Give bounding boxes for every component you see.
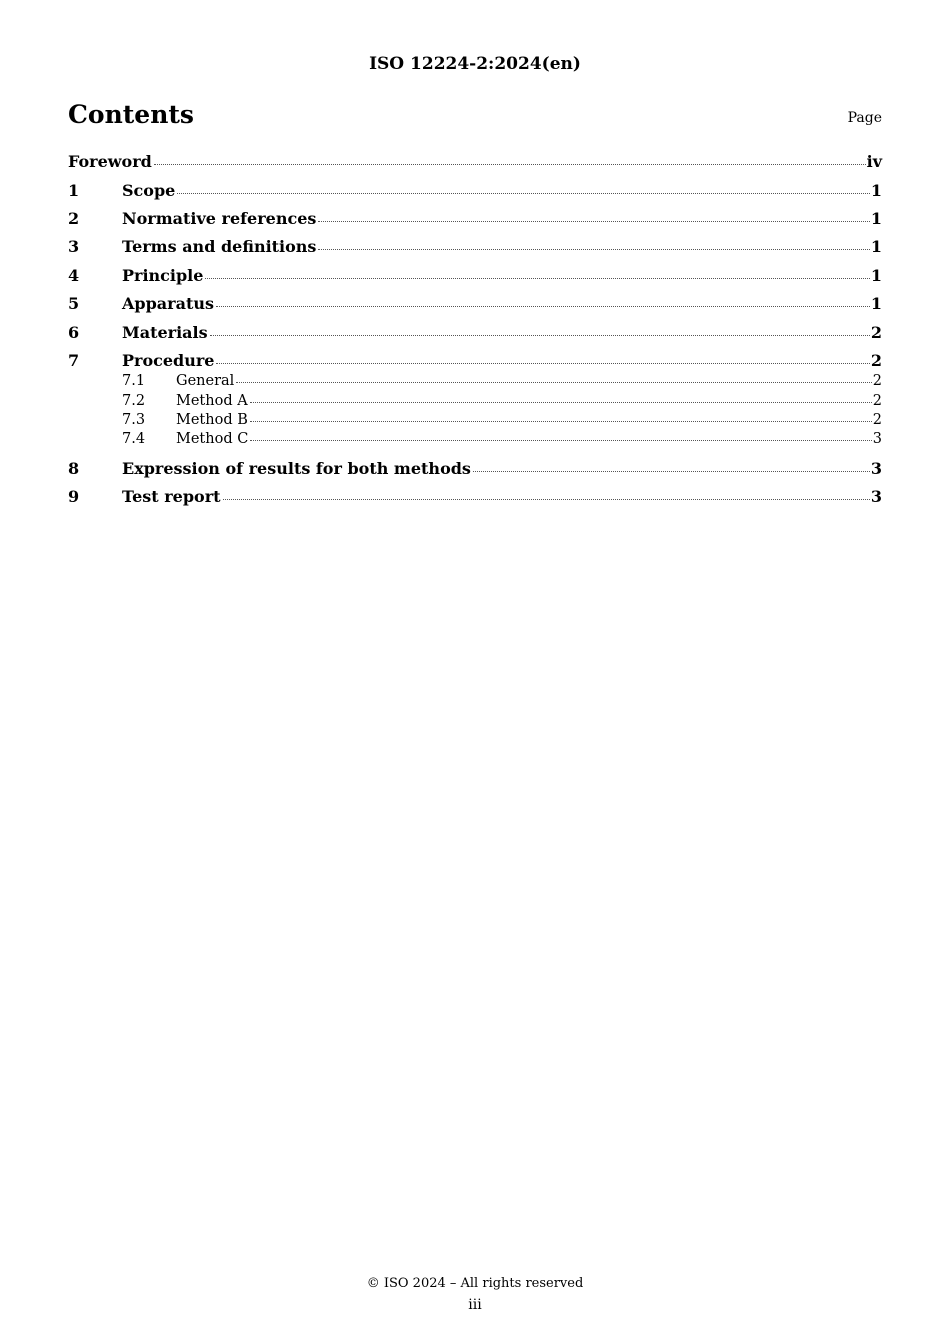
toc-entry-title: Terms and definitions xyxy=(122,237,317,256)
toc-entry-page: 2 xyxy=(872,412,882,428)
toc-entry-number: 2 xyxy=(68,209,80,228)
toc-entry-title: Scope xyxy=(122,181,176,200)
dot-leader xyxy=(205,278,869,279)
toc-entry-number: 7.2 xyxy=(122,393,146,409)
toc-entry-title: Method C xyxy=(176,431,249,447)
toc-entry-principle[interactable] xyxy=(68,266,882,285)
toc-entry-terms-definitions[interactable] xyxy=(68,237,882,256)
toc-entry-page: 2 xyxy=(872,373,882,389)
toc-entry-procedure[interactable] xyxy=(68,351,882,370)
toc-entry-apparatus[interactable] xyxy=(68,294,882,313)
toc-entry-number: 6 xyxy=(68,323,80,342)
toc-entry-page: 2 xyxy=(870,351,882,370)
toc-entry-page: 3 xyxy=(872,431,882,447)
dot-leader xyxy=(236,382,871,383)
toc-entry-title: Materials xyxy=(122,323,208,342)
dot-leader xyxy=(216,363,869,364)
toc-entry-number: 3 xyxy=(68,237,80,256)
toc-entry-general[interactable] xyxy=(68,373,882,389)
toc-entry-page: 1 xyxy=(870,209,882,228)
toc-entry-number: 5 xyxy=(68,294,80,313)
toc-entry-number: 4 xyxy=(68,266,80,285)
toc-entry-number: 7.1 xyxy=(122,373,146,389)
dot-leader xyxy=(216,306,870,307)
toc-entry-title: General xyxy=(176,373,235,389)
toc-entry-page: 3 xyxy=(870,459,882,478)
toc-entry-number: 7 xyxy=(68,351,80,370)
toc-entry-title: Expression of results for both methods xyxy=(122,459,471,478)
toc-entry-title: Procedure xyxy=(122,351,215,370)
toc-entry-page: 2 xyxy=(870,323,882,342)
toc-entry-title: Method A xyxy=(176,393,248,409)
toc-entry-title: Normative references xyxy=(122,209,317,228)
toc-entry-number: 7.4 xyxy=(122,431,146,447)
toc-entry-number: 9 xyxy=(68,487,80,506)
toc-entry-normative-references[interactable] xyxy=(68,209,882,228)
dot-leader xyxy=(210,335,870,336)
toc-entry-materials[interactable] xyxy=(68,323,882,342)
dot-leader xyxy=(318,221,869,222)
toc-entry-method-c[interactable] xyxy=(68,431,882,447)
toc-entry-page: 1 xyxy=(870,237,882,256)
toc-entry-page: 1 xyxy=(870,181,882,200)
toc-entry-title: Test report xyxy=(122,487,221,506)
toc-entry-number: 1 xyxy=(68,181,80,200)
page-column-label: Page xyxy=(847,110,882,126)
toc-entry-scope[interactable] xyxy=(68,181,882,200)
toc-entry-page: 2 xyxy=(872,393,882,409)
toc-entry-test-report[interactable] xyxy=(68,487,882,506)
dot-leader xyxy=(473,471,870,472)
toc-entry-title: Method B xyxy=(176,412,248,428)
toc-entry-foreword[interactable] xyxy=(68,152,882,171)
dot-leader xyxy=(318,249,869,250)
toc-entry-page: 1 xyxy=(870,266,882,285)
toc-entry-page: iv xyxy=(866,152,882,171)
copyright-notice: © ISO 2024 – All rights reserved xyxy=(366,1276,584,1291)
toc-entry-page: 1 xyxy=(870,294,882,313)
toc-entry-title: Apparatus xyxy=(122,294,214,313)
toc-entry-number: 7.3 xyxy=(122,412,146,428)
dot-leader xyxy=(250,402,872,403)
toc-entry-page: 3 xyxy=(870,487,882,506)
toc-entry-method-b[interactable] xyxy=(68,412,882,428)
document-id-header: ISO 12224-2:2024(en) xyxy=(369,54,581,74)
contents-heading: Contents xyxy=(68,100,195,129)
dot-leader xyxy=(250,421,872,422)
dot-leader xyxy=(177,193,870,194)
dot-leader xyxy=(154,164,866,165)
toc-entry-expression-of-results[interactable] xyxy=(68,459,882,478)
dot-leader xyxy=(223,499,870,500)
toc-entry-number: 8 xyxy=(68,459,80,478)
page-number: iii xyxy=(468,1297,482,1313)
toc-entry-title: Principle xyxy=(122,266,204,285)
toc-entry-method-a[interactable] xyxy=(68,393,882,409)
dot-leader xyxy=(250,440,871,441)
toc-entry-title: Foreword xyxy=(68,152,152,171)
